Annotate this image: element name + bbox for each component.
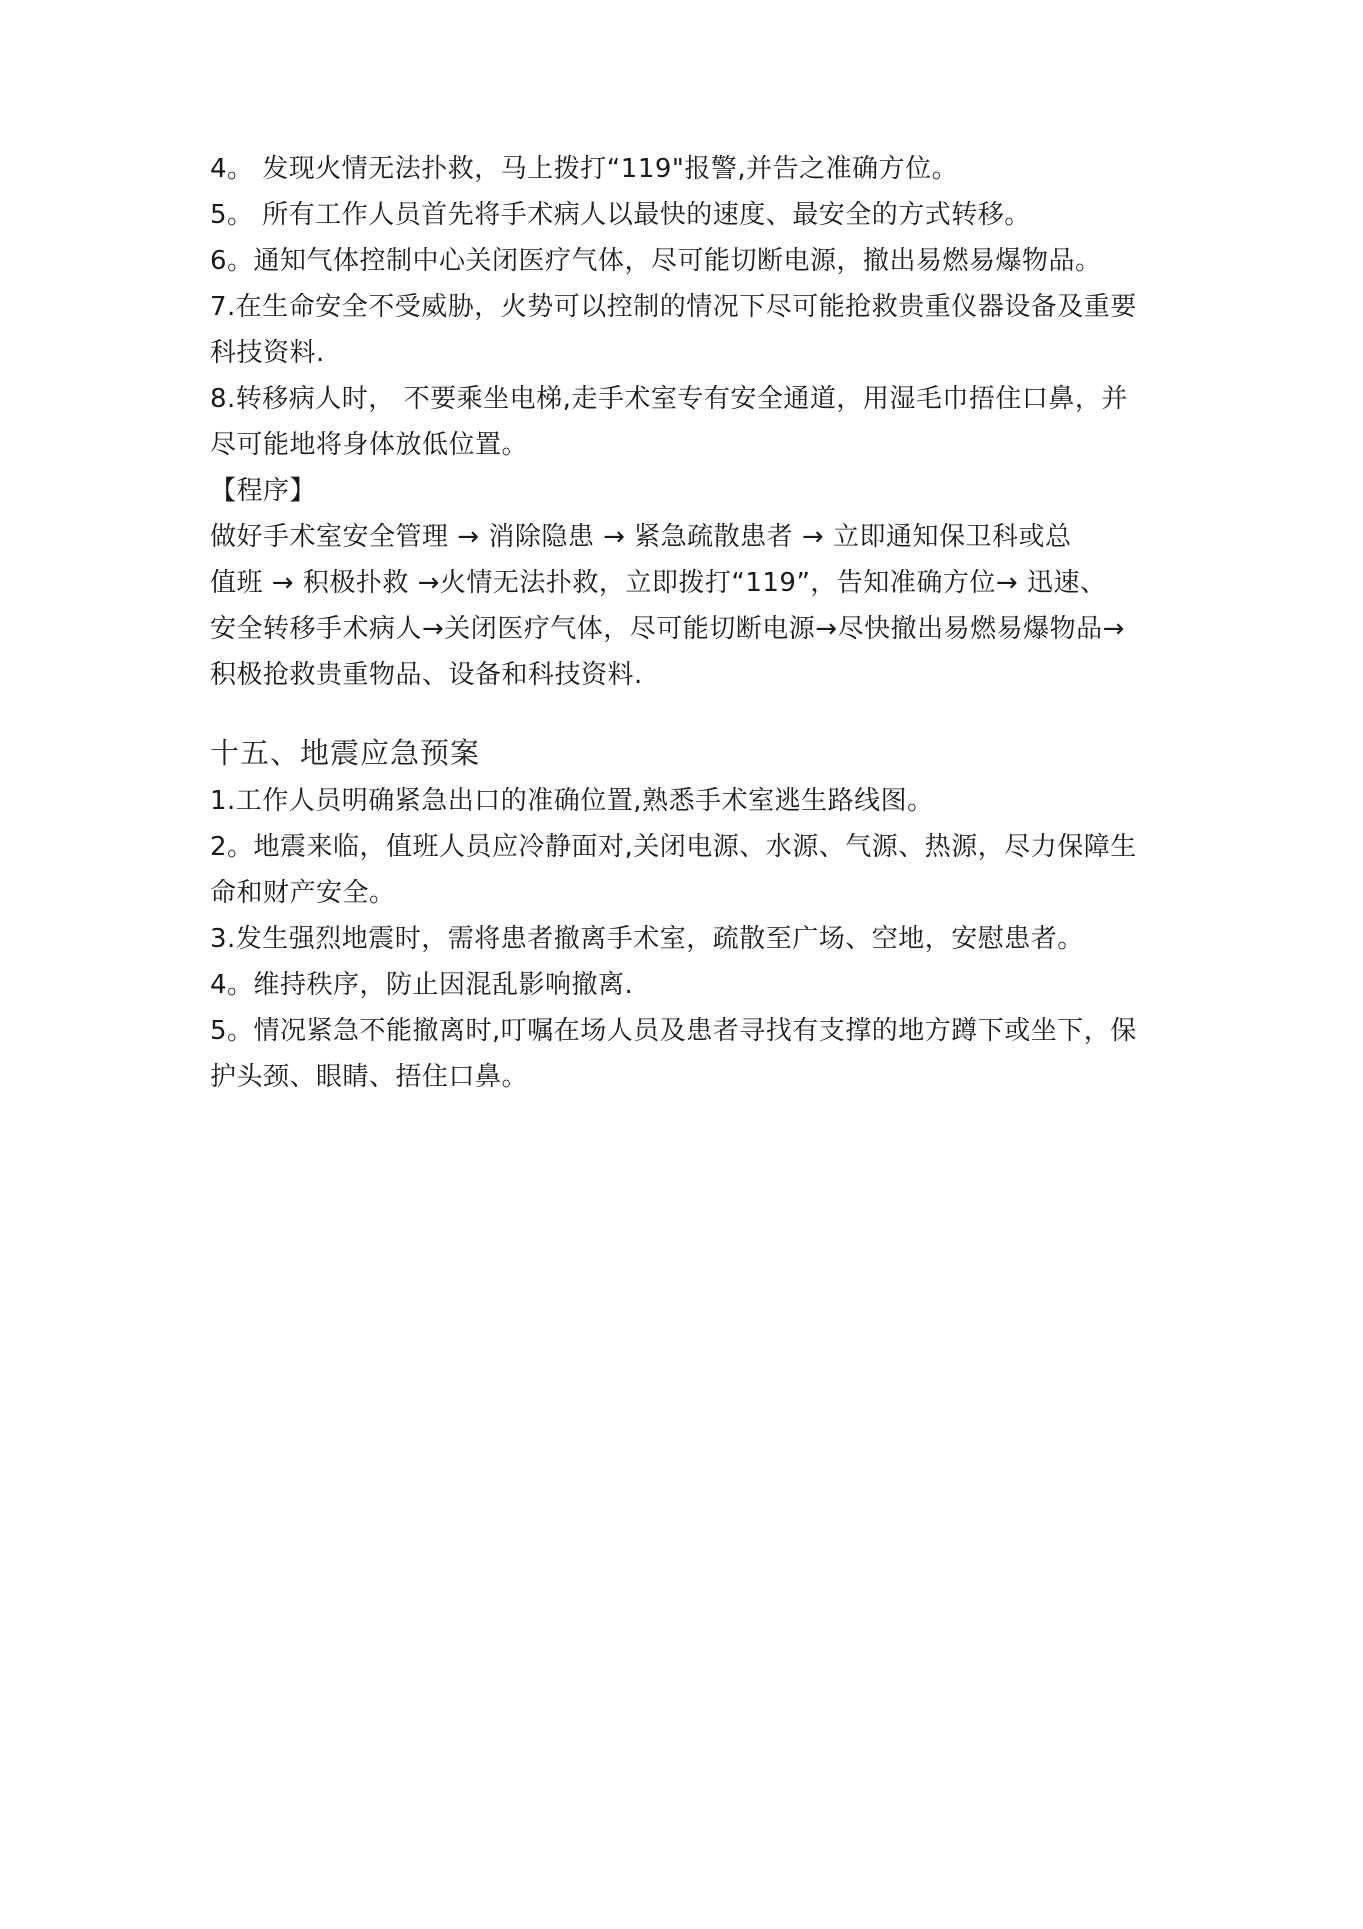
procedure-line-2: 值班 → 积极扑救 →火情无法扑救，立即拨打“119”，告知准确方位→ 迅速、 <box>210 568 1107 598</box>
earthquake-line-5: 4。维持秩序，防止因混乱影响撤离. <box>210 970 634 1000</box>
earthquake-section <box>210 728 1175 1100</box>
section-gap <box>210 698 1175 728</box>
procedure-line-1: 做好手术室安全管理 → 消除隐患 → 紧急疏散患者 → 立即通知保卫科或总 <box>210 522 1072 552</box>
earthquake-line-1: 1.工作人员明确紧急出口的准确位置,熟悉手术室逃生路线图。 <box>210 786 934 816</box>
fire-line-7: 尽可能地将身体放低位置。 <box>210 430 529 460</box>
procedure-label: 【程序】 <box>210 476 317 506</box>
fire-line-4: 7.在生命安全不受威胁，火势可以控制的情况下尽可能抢救贵重仪器设备及重要 <box>210 292 1137 322</box>
earthquake-line-4: 3.发生强烈地震时，需将患者撤离手术室，疏散至广场、空地，安慰患者。 <box>210 924 1084 954</box>
fire-line-3: 6。通知气体控制中心关闭医疗气体，尽可能切断电源，撤出易燃易爆物品。 <box>210 246 1102 276</box>
fire-line-2: 5。 所有工作人员首先将手术病人以最快的速度、最安全的方式转移。 <box>210 200 1031 230</box>
document-body <box>210 146 1175 1100</box>
section-heading: 十五、地震应急预案 <box>210 736 481 770</box>
fire-line-1: 4。 发现火情无法扑救，马上拨打“119"报警,并告之准确方位。 <box>210 154 959 184</box>
earthquake-line-2: 2。地震来临，值班人员应冷静面对,关闭电源、水源、气源、热源，尽力保障生 <box>210 832 1137 862</box>
procedure-line-3: 安全转移手术病人→关闭医疗气体，尽可能切断电源→尽快撤出易燃易爆物品→ <box>210 614 1125 644</box>
procedure-line-4: 积极抢救贵重物品、设备和科技资料. <box>210 660 643 690</box>
fire-line-5: 科技资料. <box>210 338 325 368</box>
earthquake-line-3: 命和财产安全。 <box>210 878 396 908</box>
fire-section <box>210 146 1175 698</box>
fire-line-6: 8.转移病人时， 不要乘坐电梯,走手术室专有安全通道，用湿毛巾捂住口鼻，并 <box>210 384 1128 414</box>
earthquake-line-6: 5。情况紧急不能撤离时,叮嘱在场人员及患者寻找有支撑的地方蹲下或坐下，保 <box>210 1016 1137 1046</box>
earthquake-line-7: 护头颈、眼睛、捂住口鼻。 <box>210 1062 529 1092</box>
